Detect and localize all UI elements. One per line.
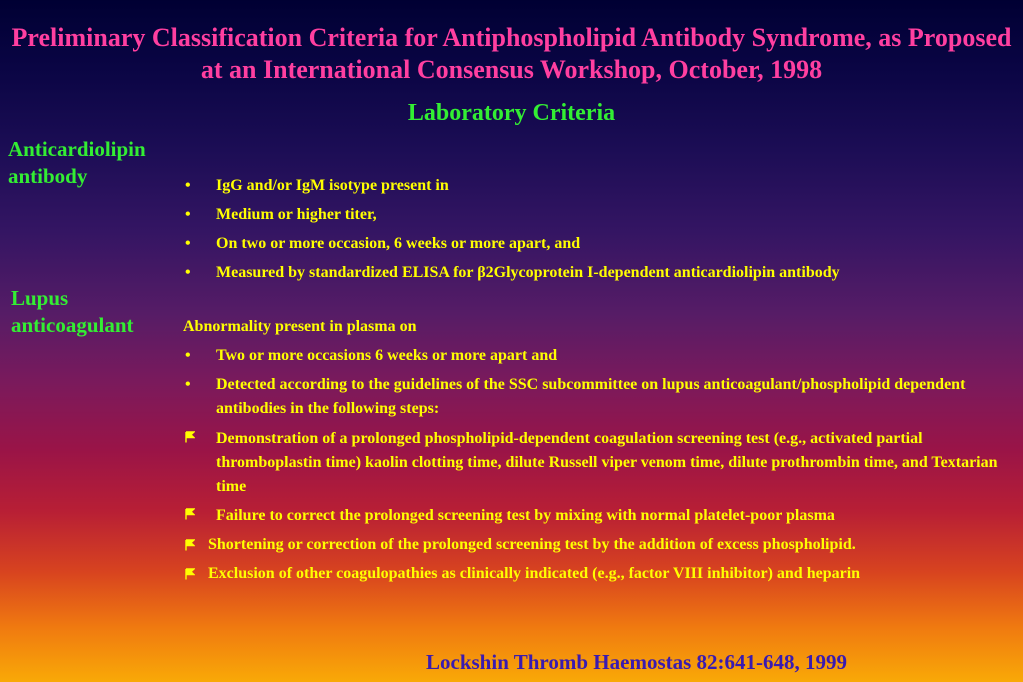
flag-icon: [185, 504, 205, 528]
list-item: [183, 373, 1013, 421]
acl-item-text: On two or more occasion, 6 weeks or more apart, and: [216, 235, 581, 252]
slide-title: Preliminary Classification Criteria for Antiphospholipid Antibody Syndrome, as Proposed at an International Consensus Workshop, October, 1998: [11, 23, 1012, 84]
bullet-marker: •: [185, 264, 191, 281]
step-text: Demonstration of a prolonged phospholipid-dependent coagulation screening test (e.g., activated partial thromboplastin time) kaolin clotting time, dilute Russell viper venom time, dilute prothrombin time, and Textarian time: [216, 430, 998, 495]
list-item: [183, 203, 1013, 227]
anticardiolipin-label: Anticardiolipin antibody: [8, 137, 146, 188]
step-item: [183, 504, 1013, 528]
bullet-marker: •: [185, 206, 191, 223]
step-text: Exclusion of other coagulopathies as clinically indicated (e.g., factor VIII inhibitor) and heparin: [208, 565, 861, 582]
list-item: [183, 232, 1013, 256]
acl-item-text: Medium or higher titer,: [216, 206, 377, 223]
la-intro: Abnormality present in plasma on: [183, 318, 417, 335]
bullet-marker: •: [185, 177, 191, 194]
list-item: [183, 261, 1013, 285]
citation: Lockshin Thromb Haemostas 82:641-648, 1999: [426, 650, 848, 674]
acl-item-text: Measured by standardized ELISA for β2Glycoprotein I-dependent anticardiolipin antibody: [216, 264, 840, 281]
step-item: [183, 562, 1013, 586]
bullet-marker: •: [185, 235, 191, 252]
slide-subtitle: Laboratory Criteria: [407, 100, 616, 126]
acl-item-text: IgG and/or IgM isotype present in: [216, 177, 449, 194]
step-text: Failure to correct the prolonged screening test by mixing with normal platelet-poor plasma: [216, 507, 835, 524]
lupus-anticoagulant-label: Lupus anticoagulant: [11, 286, 134, 337]
list-item: [183, 344, 1013, 368]
bullet-marker: •: [185, 376, 191, 393]
la-item-text: Two or more occasions 6 weeks or more apart and: [216, 347, 558, 364]
flag-icon: [185, 427, 205, 451]
la-item-text: Detected according to the guidelines of the SSC subcommittee on lupus anticoagulant/phospholipid dependent antibodies in the following steps:: [216, 376, 966, 417]
flag-icon: [185, 568, 194, 579]
step-item: [183, 533, 1013, 557]
bullet-marker: •: [185, 347, 191, 364]
flag-icon: [185, 539, 194, 550]
step-item: [183, 427, 1013, 499]
criteria-list: [183, 174, 1013, 586]
step-text: Shortening or correction of the prolonged screening test by the addition of excess phospholipid.: [208, 536, 856, 553]
list-item: [183, 174, 1013, 198]
